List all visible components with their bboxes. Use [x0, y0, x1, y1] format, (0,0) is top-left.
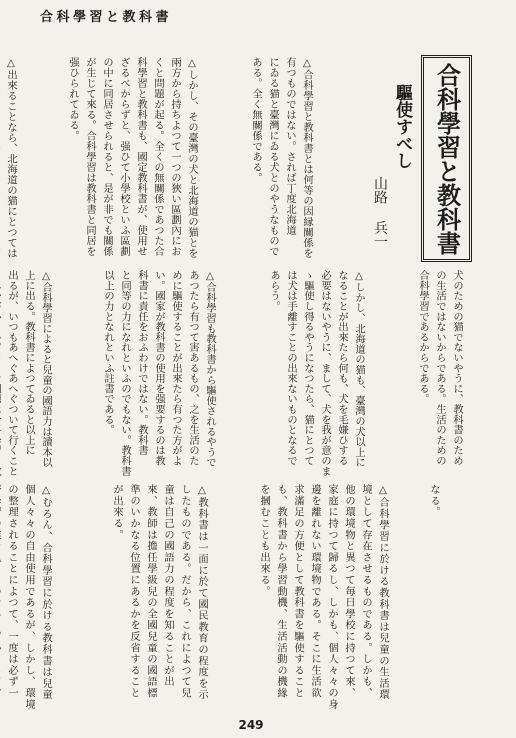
article-title: 合科學習と教科書 — [432, 62, 462, 255]
paragraph: △合科學習に於ける教科書は兒童の生活環 境として存在させるものである。しかも、 他の環境物と異つて毎日學校に持つて來、 家庭に持つて歸るし、しかも、個人々々の身 邊を離れない環境物である。そこに生活欲 求滿足の方便として教科書を驅使すること も、教科書から學習動機、生活活動の機緣 を摑むことも出來る。 — [258, 484, 389, 710]
running-header: 合科學習と教科書 — [40, 10, 173, 25]
paragraph: △むろん、合科學習に於ける教科書は兒童 個人々々の自由使用であるが、しかし、環境 の整理されることによつて、一度は必ず一 — [6, 484, 52, 710]
lower-text-block — [6, 484, 476, 712]
middle-text-block — [6, 270, 499, 480]
title-box — [421, 55, 472, 262]
article-author: 山路 兵一 — [372, 176, 388, 249]
upper-text-block — [5, 57, 349, 269]
paragraph: △合科學習によると兒童の國語力は讀本以 上に出る。教科書によつてゐると以上に 出るが、いつもあへぐあへぐついて行くこと — [6, 270, 52, 476]
paragraph: 犬のための猫でないやうに、教科書のため の生活ではないからである。生活のための 合科學習であるからである。 — [417, 270, 463, 466]
page-number: 249 — [238, 718, 264, 732]
paragraph: △しかし、その臺灣の犬と北海道の猫とを 兩方から持ちよつて一つの狹い區劃內にお くと問題が起る。全くの無關係であつた合 科學習と教科書も、國定教科書が、使用せ ざるべからずと、强ひて小學校といふ區劃 の中に同居させられると、是が非でも關係 が生じて來る。合科學習は教科書と同居を 强ひられてゐる。 — [67, 57, 198, 259]
paragraph: △合科學習と教科書とは何等の因縁關係を 有つものではない。されば丁度北海道 にゐる猫と臺灣にゐる犬とのやうなもので ある。全く無關係である。 — [250, 57, 313, 259]
paragraph: △出來ることなら、北海道の猫にとつては — [5, 57, 17, 259]
paragraph: △しかし、北海道の猫も、臺灣の犬以上に なることが出來たら何も、犬を毛嫌ひする 必要はないやうに、まして、犬を我が意のま ゝ驅使し得るやうになつたら、猫にとつて は犬は手離すことの出來ないものとなるで あらう。 — [268, 270, 365, 476]
article-subtitle: 驅使すべし — [392, 84, 412, 169]
paragraph: なる。 — [428, 484, 440, 518]
paragraph: △教科書は一面に於て國民教育の程度を示 したものである。だから、これによつて兒 童は自己の國語力の程度を知ることが出 來、教師は擔任學級兒の全國兒童の國語標 準のいかなる位置にあるかを反省すること が出來る。 — [111, 484, 208, 701]
paragraph: △合科學習も教科書から驅使されるやうで あつたら有つて害あるもの、之を生活のた めに驅使することが出來たら有つた方がよ い。國家が教科書の使用を强要するのは教 科書に責任をおふわけではない。教科書 と同等の力になれといふのでもない。教科書 以上の力となれといふ註書である。 — [102, 270, 216, 476]
